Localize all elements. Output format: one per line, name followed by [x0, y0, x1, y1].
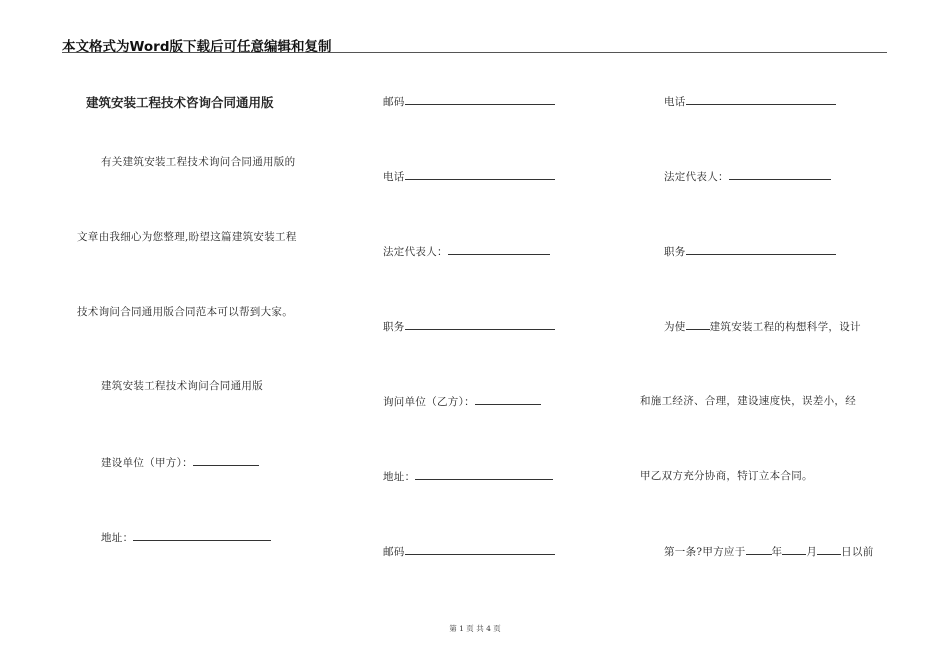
- legal-rep-a-line: [383, 243, 550, 259]
- postcode-a-label: 邮码: [383, 96, 405, 108]
- position-b-blank: [686, 243, 836, 255]
- address-b-blank: [415, 468, 553, 480]
- position-a-line: [383, 318, 555, 334]
- position-b-line: [664, 243, 836, 259]
- clause-1a: 第一条?甲方应于: [664, 546, 746, 558]
- clause-1d: 日以前: [841, 546, 874, 558]
- legal-rep-a-blank: [448, 243, 550, 255]
- postcode-b-line: [383, 543, 555, 559]
- party-a-line: [101, 454, 259, 470]
- project-name-blank: [686, 318, 710, 330]
- phone-a-blank: [405, 168, 555, 180]
- phone-a-label: 电话: [383, 171, 405, 183]
- document-header: 本文格式为Word版下载后可任意编辑和复制: [62, 39, 332, 55]
- phone-b-line: [664, 93, 836, 109]
- position-b-label: 职务: [664, 246, 686, 258]
- intro-line-2: 文章由我细心为您整理,盼望这篇建筑安装工程: [77, 231, 297, 243]
- address-a-line: [101, 529, 271, 545]
- postcode-b-label: 邮码: [383, 546, 405, 558]
- clause-1b: 年: [771, 546, 783, 558]
- position-a-blank: [405, 318, 555, 330]
- party-b-line: [383, 393, 541, 409]
- address-b-line: [383, 468, 553, 484]
- subtitle-line: 建筑安装工程技术询问合同通用版: [101, 380, 263, 392]
- para-1a: 为使: [664, 321, 686, 333]
- party-a-label: 建设单位（甲方）：: [101, 457, 193, 469]
- para-line-2: 和施工经济、合理，建设速度快，误差小，经: [640, 395, 856, 407]
- para-1b: 建筑安装工程的构想科学，设计: [709, 321, 861, 333]
- phone-b-label: 电话: [664, 96, 686, 108]
- address-b-label: 地址：: [383, 471, 416, 483]
- clause-1-line: [664, 543, 874, 559]
- party-b-label: 询问单位（乙方）：: [383, 396, 475, 408]
- phone-b-blank: [686, 93, 836, 105]
- position-a-label: 职务: [383, 321, 405, 333]
- document-title: 建筑安装工程技术咨询合同通用版: [86, 95, 274, 110]
- postcode-b-blank: [405, 543, 555, 555]
- party-b-blank: [475, 393, 541, 405]
- legal-rep-b-line: [664, 168, 831, 184]
- intro-line-1: 有关建筑安装工程技术询问合同通用版的: [101, 156, 296, 168]
- legal-rep-b-label: 法定代表人：: [664, 171, 729, 183]
- postcode-a-line: [383, 93, 555, 109]
- address-a-blank: [133, 529, 271, 541]
- clause-1c: 月: [806, 546, 818, 558]
- address-a-label: 地址：: [101, 532, 134, 544]
- party-a-blank: [193, 454, 259, 466]
- legal-rep-a-label: 法定代表人：: [383, 246, 448, 258]
- postcode-a-blank: [405, 93, 555, 105]
- year-blank: [746, 543, 772, 555]
- phone-a-line: [383, 168, 555, 184]
- month-blank: [782, 543, 806, 555]
- para-line-1: [664, 318, 861, 334]
- page-number: 第 1 页 共 4 页: [449, 624, 501, 633]
- para-line-3: 甲乙双方充分协商，特订立本合同。: [640, 470, 813, 482]
- legal-rep-b-blank: [729, 168, 831, 180]
- day-blank: [817, 543, 841, 555]
- intro-line-3: 技术询问合同通用版合同范本可以帮到大家。: [77, 306, 293, 318]
- header-rule: [62, 52, 887, 53]
